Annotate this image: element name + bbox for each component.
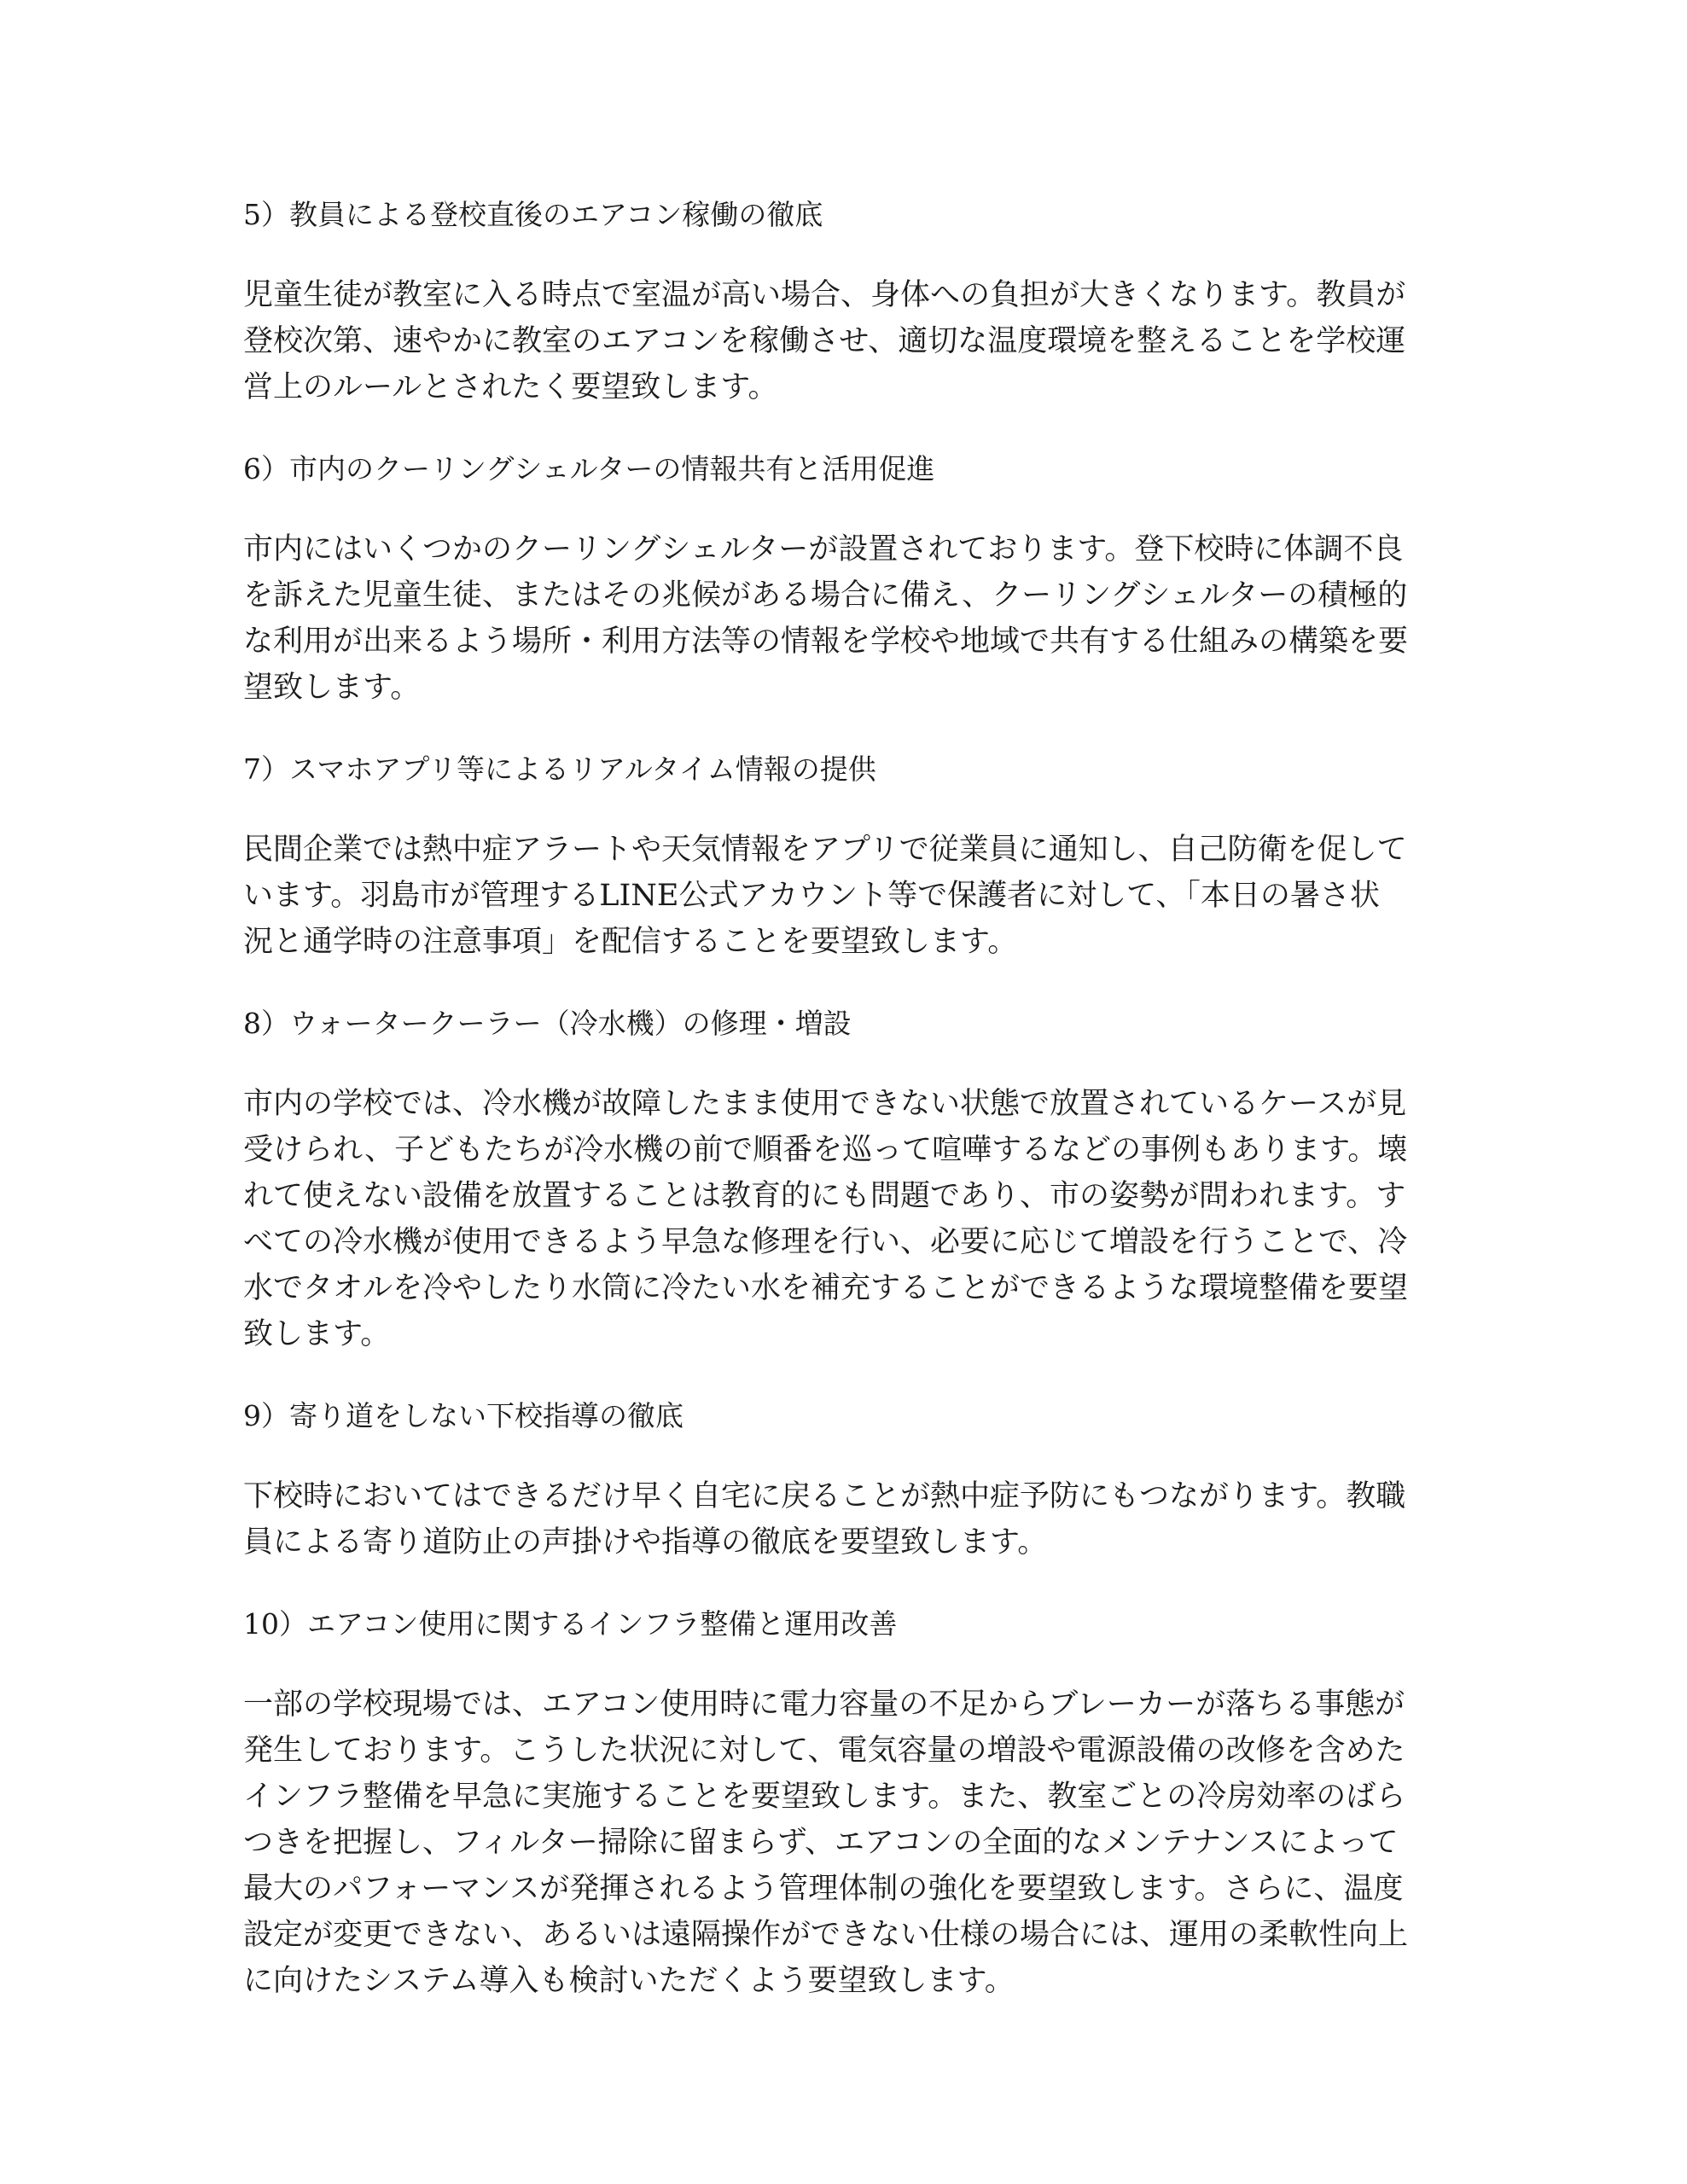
paragraph-line: べての冷水機が使用できるよう早急な修理を行い、必要に応じて増設を行うことで、冷 [243, 1225, 1408, 1259]
section-paragraph [243, 1081, 1455, 1357]
paragraph-line: 致します。 [243, 1317, 391, 1351]
section-heading: 5）教員による登校直後のエアコン稼働の徹底 [243, 198, 823, 231]
section-paragraph [243, 827, 1455, 965]
section-7 [243, 746, 1455, 965]
paragraph-line: インフラ整備を早急に実施することを要望致します。また、教室ごとの冷房効率のばら [243, 1780, 1406, 1814]
paragraph-line: 民間企業では熱中症アラートや天気情報をアプリで従業員に通知し、自己防衛を促して [243, 833, 1407, 867]
paragraph-line: 水でタオルを冷やしたり水筒に冷たい水を補充することができるような環境整備を要望 [243, 1271, 1409, 1305]
paragraph-line: 最大のパフォーマンスが発揮されるよう管理体制の強化を要望致します。さらに、温度 [243, 1872, 1404, 1906]
section-paragraph [243, 1682, 1455, 2004]
paragraph-line: を訴えた児童生徒、またはその兆候がある場合に備え、クーリングシェルターの積極的 [243, 578, 1408, 613]
paragraph-line: 望致します。 [243, 671, 421, 705]
paragraph-line: 設定が変更できない、あるいは遠隔操作ができない仕様の場合には、運用の柔軟性向上 [243, 1918, 1409, 1952]
section-paragraph [243, 272, 1455, 410]
section-paragraph [243, 1473, 1455, 1565]
paragraph-line: に向けたシステム導入も検討いただくよう要望致します。 [243, 1964, 1015, 1998]
section-paragraph [243, 526, 1455, 711]
section-heading: 9）寄り道をしない下校指導の徹底 [243, 1399, 684, 1432]
paragraph-line: な利用が出来るよう場所・利用方法等の情報を学校や地域で共有する仕組みの構築を要 [243, 624, 1409, 659]
paragraph-line: 営上のルールとされたく要望致します。 [243, 370, 778, 404]
section-8 [243, 1001, 1455, 1357]
paragraph-line: 登校次第、速やかに教室のエアコンを稼働させ、適切な温度環境を整えることを学校運 [243, 324, 1406, 358]
paragraph-line: 市内の学校では、冷水機が故障したまま使用できない状態で放置されているケースが見 [243, 1087, 1407, 1121]
section-9 [243, 1393, 1455, 1565]
paragraph-line: います。羽島市が管理するLINE公式アカウント等で保護者に対して、「本日の暑さ状 [243, 879, 1380, 913]
paragraph-line: 下校時においてはできるだけ早く自宅に戻ることが熱中症予防にもつながります。教職 [243, 1479, 1406, 1513]
section-5 [243, 192, 1455, 410]
section-heading: 8）ウォータークーラー（冷水機）の修理・増設 [243, 1007, 852, 1040]
section-heading: 10）エアコン使用に関するインフラ整備と運用改善 [243, 1607, 898, 1641]
paragraph-line: 児童生徒が教室に入る時点で室温が高い場合、身体への負担が大きくなります。教員が [243, 278, 1406, 312]
paragraph-line: 発生しております。こうした状況に対して、電気容量の増設や電源設備の改修を含めた [243, 1734, 1405, 1768]
section-10 [243, 1601, 1455, 2004]
section-6 [243, 446, 1455, 711]
paragraph-line: 一部の学校現場では、エアコン使用時に電力容量の不足からブレーカーが落ちる事態が [243, 1687, 1405, 1722]
paragraph-line: 況と通学時の注意事項」を配信することを要望致します。 [243, 925, 1018, 959]
paragraph-line: れて使えない設備を放置することは教育的にも問題であり、市の姿勢が問われます。す [243, 1179, 1406, 1213]
section-heading: 6）市内のクーリングシェルターの情報共有と活用促進 [243, 452, 935, 485]
document-body [243, 192, 1455, 2040]
section-heading: 7）スマホアプリ等によるリアルタイム情報の提供 [243, 752, 876, 786]
paragraph-line: 員による寄り道防止の声掛けや指導の徹底を要望致します。 [243, 1525, 1048, 1560]
paragraph-line: つきを把握し、フィルター掃除に留まらず、エアコンの全面的なメンテナンスによって [243, 1826, 1399, 1860]
paragraph-line: 受けられ、子どもたちが冷水機の前で順番を巡って喧嘩するなどの事例もあります。壊 [243, 1133, 1408, 1167]
paragraph-line: 市内にはいくつかのクーリングシェルターが設置されております。登下校時に体調不良 [243, 532, 1404, 566]
